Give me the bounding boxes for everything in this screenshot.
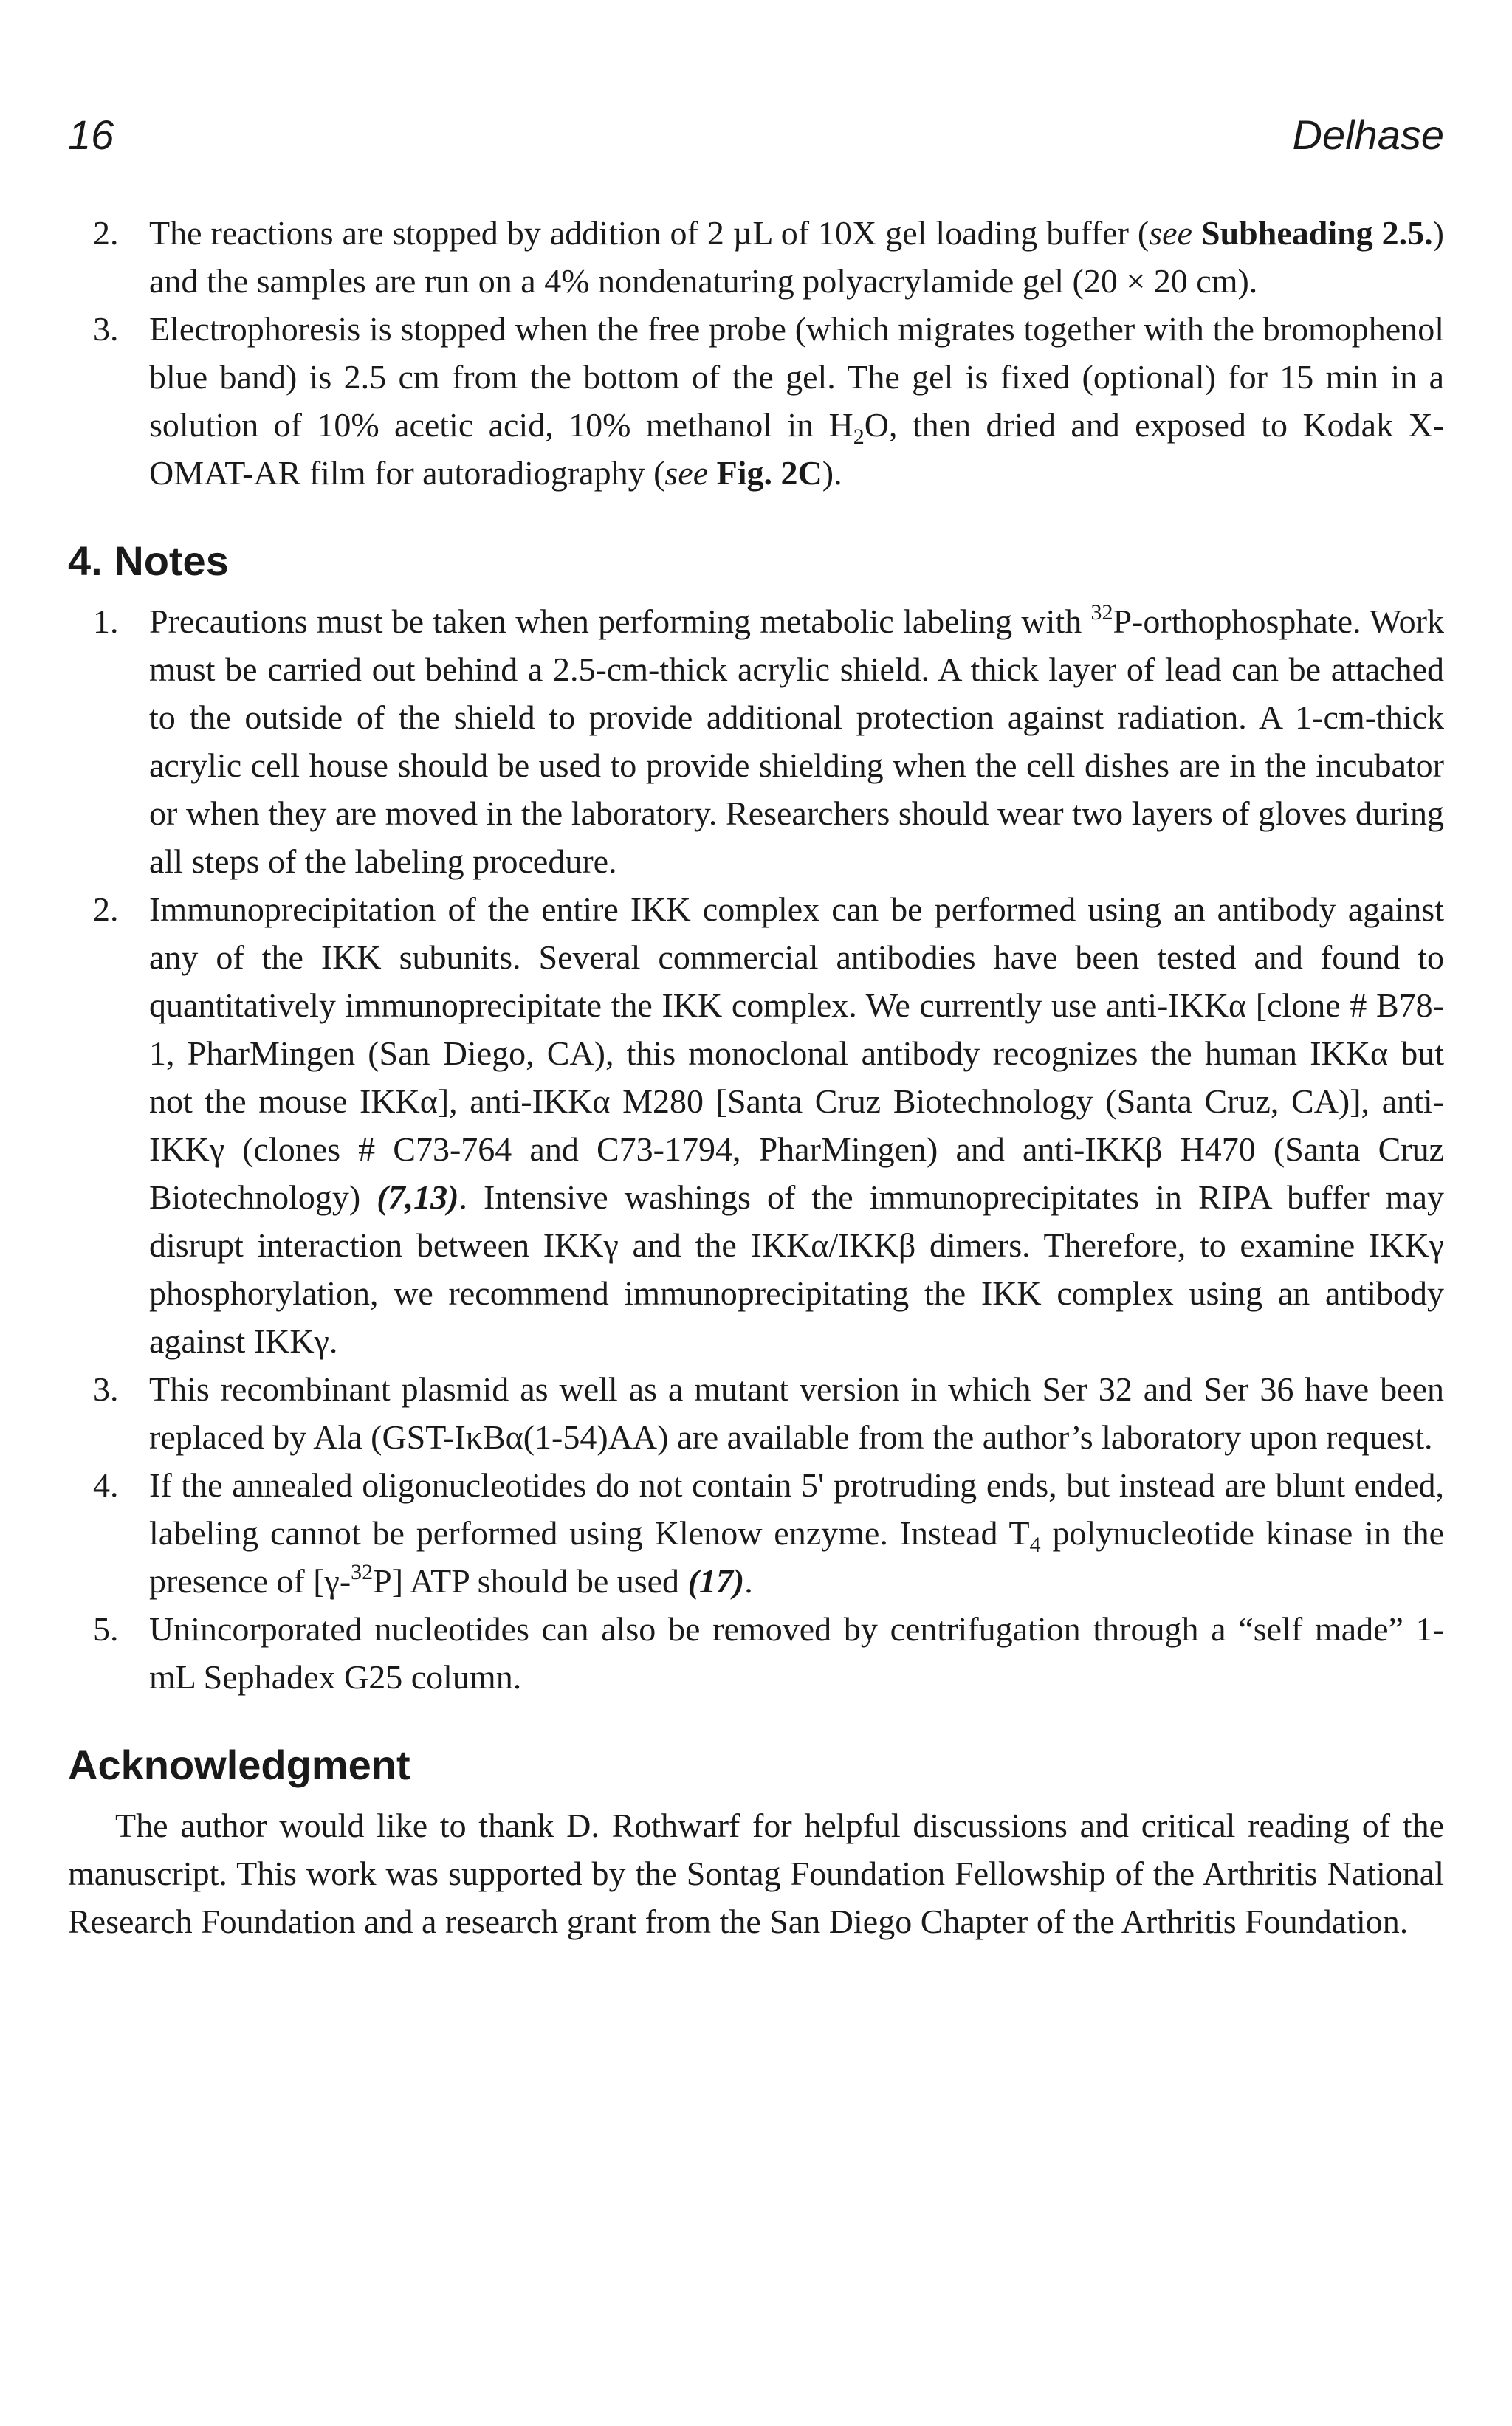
note-item: [68, 597, 1444, 885]
page-number: 16: [68, 111, 114, 158]
body-text: [68, 209, 1444, 1945]
procedure-step-text-run: The reactions are stopped by addition of 2 µL of 10X gel loading buffer (: [149, 214, 1150, 252]
note-item-text-run: polynucleotide kinase in the presence of [γ-: [149, 1514, 1444, 1600]
note-item-text-run: This recombinant plasmid as well as a mutant version in which Ser 32 and Ser 36 have been replaced by Ala (GST-IκBα(1-54)AA) are available from the author’s laboratory upon request.: [149, 1370, 1444, 1456]
procedure-step-text-run: ) and the samples are run on a 4% nondenaturing polyacrylamide gel (20 × 20 cm).: [149, 214, 1444, 300]
note-item-text-run: Immunoprecipitation of the entire IKK complex can be performed using an antibody against any of the IKK subunits. Several commercial antibodies have been tested and found to quantitatively immunoprecipitate the IKK complex. We currently use anti-IKKα [clone # B78-1, PharMingen (San Diego, CA), this monoclonal antibody recognizes the human IKKα but not the mouse IKKα], anti-IKKα M280 [Santa Cruz Biotechnology (Santa Cruz, CA)], anti-IKKγ (clones # C73-764 and C73-1794, PharMingen) and anti-IKKβ H470 (Santa Cruz Biotechnology): [149, 890, 1444, 1216]
acknowledgment-text: The author would like to thank D. Rothwarf for helpful discussions and critical reading of the manuscript. This work was supported by the Sontag Foundation Fellowship of the Arthritis National Research Foundation and a research grant from the San Diego Chapter of the Arthritis Foundation.: [68, 1807, 1444, 1940]
procedure-step-text-run: see: [1149, 214, 1192, 252]
procedure-step-text-run: [1192, 214, 1201, 252]
note-item-number: 4.: [93, 1466, 119, 1504]
note-item-text-run: (7,13): [377, 1178, 459, 1216]
running-head-author: Delhase: [1292, 111, 1444, 158]
procedure-steps-list: [68, 209, 1444, 497]
procedure-step-text-run: O, then dried and exposed to Kodak X-OMAT-AR film for autoradiography (: [149, 406, 1444, 492]
procedure-step-number: 2.: [93, 214, 119, 252]
note-item-number: 1.: [93, 602, 119, 640]
procedure-step-text-run: [708, 454, 717, 492]
note-item-text-run: Precautions must be taken when performing metabolic labeling with: [149, 602, 1091, 640]
note-item-text-run: 32: [351, 1560, 374, 1584]
note-item-text-run: P] ATP should be used: [373, 1562, 688, 1600]
procedure-step-number: 3.: [93, 310, 119, 348]
procedure-step: [68, 305, 1444, 497]
note-item: [68, 1605, 1444, 1701]
procedure-step-text-run: ).: [822, 454, 842, 492]
note-item-text-run: If the annealed oligonucleotides do not contain 5' protruding ends, but instead are blunt ended, labeling cannot be performed using Klenow enzyme. Instead T: [149, 1466, 1444, 1552]
notes-heading: 4. Notes: [68, 537, 229, 584]
note-item-text-run: 4: [1029, 1533, 1041, 1557]
note-item-text-run: 32: [1090, 600, 1113, 625]
note-item-number: 3.: [93, 1370, 119, 1408]
note-item: [68, 1461, 1444, 1605]
note-item-number: 2.: [93, 890, 119, 928]
note-item-text-run: . Intensive washings of the immunoprecipitates in RIPA buffer may disrupt interaction between IKKγ and the IKKα/IKKβ dimers. Therefore, to examine IKKγ phosphorylation, we recommend immunoprecipitating the IKK complex using an antibody against IKKγ.: [149, 1178, 1444, 1360]
notes-list: [68, 597, 1444, 1701]
acknowledgment-heading: Acknowledgment: [68, 1742, 410, 1788]
procedure-step: [68, 209, 1444, 305]
procedure-step-text-run: Subheading 2.5.: [1200, 214, 1433, 252]
procedure-step-text-run: see: [664, 454, 709, 492]
procedure-step-text-run: Fig. 2C: [716, 454, 822, 492]
procedure-step-text-run: 2: [853, 425, 865, 449]
running-head: [68, 111, 1444, 162]
note-item-number: 5.: [93, 1610, 119, 1648]
note-item: [68, 885, 1444, 1365]
note-item-text-run: P-orthophosphate. Work must be carried out behind a 2.5-cm-thick acrylic shield. A thick layer of lead can be attached to the outside of the shield to provide additional protection against radiation. A 1-cm-thick acrylic cell house should be used to provide shielding when the cell dishes are in the incubator or when they are moved in the laboratory. Researchers should wear two layers of gloves during all steps of the labeling procedure.: [149, 602, 1444, 880]
note-item: [68, 1365, 1444, 1461]
procedure-step-text-run: Electrophoresis is stopped when the free probe (which migrates together with the bromophenol blue band) is 2.5 cm from the bottom of the gel. The gel is fixed (optional) for 15 min in a solution of 10% acetic acid, 10% methanol in H: [149, 310, 1444, 444]
note-item-text-run: Unincorporated nucleotides can also be removed by centrifugation through a “self made” 1-mL Sephadex G25 column.: [149, 1610, 1444, 1696]
note-item-text-run: .: [744, 1562, 753, 1600]
note-item-text-run: (17): [687, 1562, 745, 1600]
